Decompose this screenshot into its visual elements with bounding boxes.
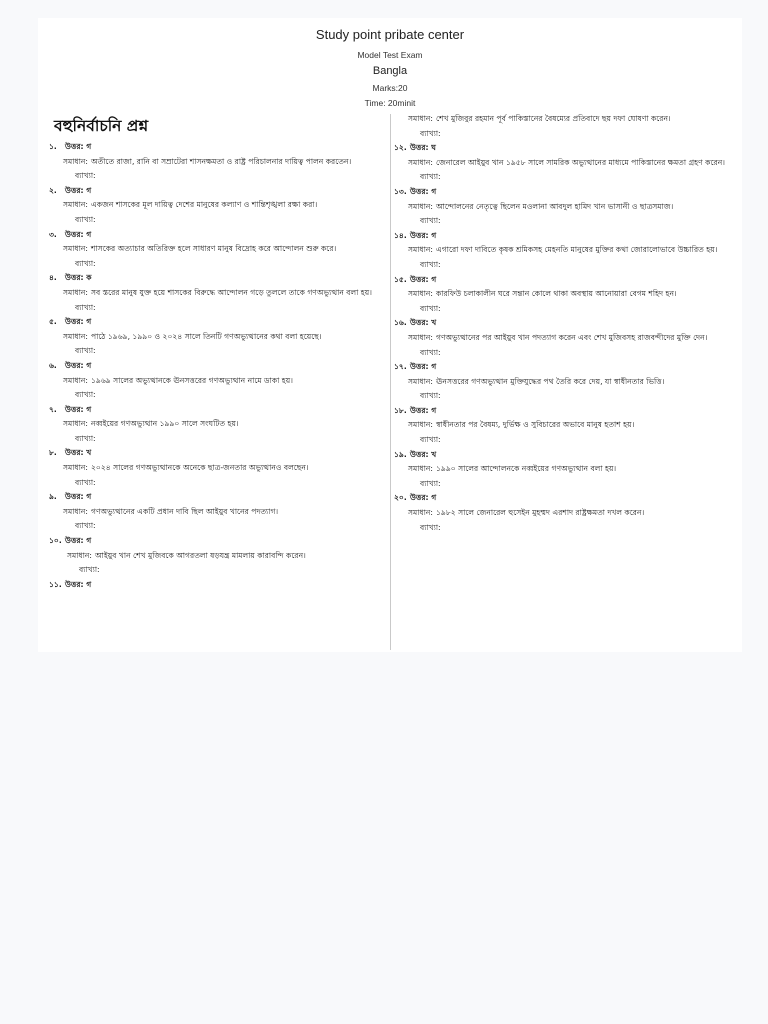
answer-item [394, 229, 738, 273]
answer-label: উত্তর: [410, 449, 429, 459]
question-number: ২. [49, 185, 57, 195]
answer-label: উত্তর: [65, 273, 84, 283]
answer-row [394, 141, 738, 156]
answer-option: ঘ [431, 143, 436, 153]
answer-row [394, 360, 738, 375]
question-number: ৭. [49, 404, 57, 414]
question-number: ১৯. [394, 449, 407, 459]
solution-label: সমাধান: [408, 420, 433, 430]
answer-option: গ [431, 230, 437, 240]
solution-text: নব্বইয়ের গণঅভ্যুত্থান ১৯৯০ সালে সংঘটিত হয়। [90, 419, 239, 429]
answer-item [394, 316, 738, 360]
solution-text: ১৯৮২ সালে জেনারেল হুসেইন মুহম্মদ এরশাদ রাষ্ট্রক্ষমতা দখল করেন। [435, 508, 645, 518]
solution-row [49, 155, 385, 170]
answer-option: গ [86, 360, 92, 370]
answer-item [49, 315, 385, 359]
solution-text: এগারো দফা দাবিতে কৃষক শ্রমিকসহ মেহনতি মানুষের মুক্তির কথা জোরালোভাবে উচ্চারিত হয়। [435, 245, 718, 255]
solution-row [394, 112, 738, 127]
answer-row [394, 273, 738, 288]
explanation-label: ব্যাখ্যা: [420, 216, 441, 226]
solution-row [394, 200, 738, 215]
explanation-label: ব্যাখ্যা: [420, 303, 441, 313]
explanation-label: ব্যাখ্যা: [420, 259, 441, 269]
answer-item [394, 491, 738, 535]
solution-label: সমাধান: [63, 463, 88, 473]
solution-label: সমাধান: [63, 331, 88, 341]
solution-text: শেখ মুজিবুর রহমান পূর্ব পাকিস্তানের বৈষম্যের প্রতিবাদে ছয় দফা ঘোষণা করেন। [435, 114, 671, 123]
solution-row [49, 374, 385, 389]
answer-option: গ [86, 492, 92, 502]
explanation-label: ব্যাখ্যা: [420, 128, 441, 138]
solution-text: অতীতে রাজা, রানি বা সম্রাটেরা শাসনক্ষমতা ও রাষ্ট্র পরিচালনার দায়িত্ব পালন করতেন। [90, 156, 352, 166]
solution-row [394, 331, 738, 346]
answer-option: গ [86, 317, 92, 327]
answer-item [49, 271, 385, 315]
solution-label: সমাধান: [408, 157, 433, 167]
answer-item [49, 228, 385, 272]
answer-item [394, 273, 738, 317]
answer-row [49, 490, 385, 505]
solution-text: ১৯৯০ সালের আন্দোলনকে নব্বইয়ের গণঅভ্যুত্থান বলা হয়। [435, 464, 617, 474]
question-number: ১. [49, 142, 57, 151]
solution-label: সমাধান: [408, 464, 433, 474]
marks-text: Marks:20 [372, 83, 408, 93]
answer-label: উত্তর: [410, 143, 429, 153]
document-page [38, 18, 742, 652]
solution-text: গণঅভ্যুত্থানের একটি প্রধান দাবি ছিল আইয়ুব খানের পদত্যাগ। [90, 506, 279, 516]
solution-label: সমাধান: [63, 506, 88, 516]
answer-item [394, 404, 738, 448]
solution-text: পাঠে ১৯৬৯, ১৯৯০ ও ২০২৪ সালে তিনটি গণঅভ্যুত্থানের কথা বলা হয়েছে। [90, 331, 322, 341]
solution-label: সমাধান: [408, 508, 433, 518]
answer-row [49, 359, 385, 374]
question-number: ১৬. [394, 318, 407, 328]
answer-row [394, 491, 738, 506]
question-number: ১৩. [394, 186, 407, 196]
solution-text: ২০২৪ সালের গণঅভ্যুত্থানকে অনেকে ছাত্র-জনতার অভ্যুত্থানও বলছেন। [90, 463, 309, 473]
question-number: ১৮. [394, 405, 407, 415]
answer-label: উত্তর: [65, 185, 84, 195]
answer-option: গ [431, 405, 437, 415]
subject-name: Bangla [372, 65, 408, 77]
answer-item [49, 578, 385, 593]
solution-row [394, 462, 738, 477]
answer-option: গ [431, 186, 437, 196]
answer-label: উত্তর: [65, 536, 84, 546]
right-answer-list [394, 141, 738, 535]
solution-label: সমাধান: [63, 375, 88, 385]
question-number: ৩. [49, 229, 57, 239]
answer-label: উত্তর: [65, 142, 84, 151]
solution-text: সব স্তরের মানুষ যুক্ত হয়ে শাসকের বিরুদ্ধে আন্দোলন গড়ে তুললে তাকে গণঅভ্যুত্থান বলা হয়। [90, 287, 372, 297]
answer-label: উত্তর: [410, 274, 429, 284]
answer-label: উত্তর: [65, 229, 84, 239]
answer-label: উত্তর: [410, 230, 429, 240]
answer-row [49, 228, 385, 243]
explanation-label: ব্যাখ্যা: [75, 346, 96, 356]
solution-row [394, 418, 738, 433]
question-number: ১০. [49, 536, 62, 546]
center-name: Study point pribate center [315, 27, 465, 42]
answer-option: গ [86, 185, 92, 195]
solution-text: স্বাধীনতার পর বৈষম্য, দুর্ভিক্ষ ও সুবিচারের অভাবে মানুষ হতাশ হয়। [435, 420, 635, 430]
answer-row [49, 446, 385, 461]
answer-option: গ [431, 493, 437, 503]
answer-row [49, 578, 385, 593]
solution-text: ১৯৬৯ সালের অভ্যুত্থানকে ঊনসত্তরের গণঅভ্যুত্থান নামে ডাকা হয়। [90, 375, 293, 385]
time-text: Time: 20minit [364, 98, 416, 108]
answer-item [394, 185, 738, 229]
solution-row [394, 375, 738, 390]
answer-item [394, 448, 738, 492]
answer-row [394, 185, 738, 200]
answer-option: গ [86, 579, 92, 589]
question-number: ১২. [394, 143, 407, 153]
solution-row [49, 242, 385, 257]
left-column [49, 114, 385, 592]
answer-item [49, 403, 385, 447]
answer-item [49, 534, 385, 578]
explanation-label: ব্যাখ্যা: [75, 433, 96, 443]
solution-text: একজন শাসকের মূল দায়িত্ব দেশের মানুষের কল্যাণ ও শান্তিশৃঙ্খলা রক্ষা করা। [90, 200, 318, 210]
question-number: ২০. [394, 493, 407, 503]
solution-label: সমাধান: [63, 287, 88, 297]
solution-row [394, 156, 738, 171]
question-number: ১৭. [394, 362, 407, 372]
solution-text: আইয়ুব খান শেখ মুজিবকে আগরতলা ষড়যন্ত্র মামলায় কারাবন্দি করেন। [94, 550, 306, 560]
exam-name: Model Test Exam [357, 50, 423, 60]
explanation-label: ব্যাখ্যা: [75, 521, 96, 531]
answer-option: গ [86, 142, 92, 151]
answer-row [49, 271, 385, 286]
question-number: ১৫. [394, 274, 407, 284]
solution-text: কারফিউ চলাকালীন ঘরে সন্তান কোলে থাকা অবস্থায় আনোয়ারা বেগম শহিদ হন। [435, 289, 677, 299]
answer-row [49, 315, 385, 330]
explanation-label: ব্যাখ্যা: [420, 435, 441, 445]
question-number: ৫. [49, 317, 57, 327]
answer-label: উত্তর: [65, 360, 84, 370]
answer-row [49, 534, 385, 549]
answer-label: উত্তর: [410, 362, 429, 372]
question-number: ৪. [49, 273, 57, 283]
solution-label: সমাধান: [408, 332, 433, 342]
explanation-label: ব্যাখ্যা: [75, 214, 96, 224]
explanation-label: ব্যাখ্যা: [75, 477, 96, 487]
answer-row [394, 448, 738, 463]
answer-item [49, 446, 385, 490]
right-column [394, 112, 738, 535]
answer-row [394, 229, 738, 244]
answer-option: গ [431, 274, 437, 284]
answer-item [49, 184, 385, 228]
answer-label: উত্তর: [65, 317, 84, 327]
answer-item [49, 359, 385, 403]
answer-option: ক [86, 273, 92, 283]
solution-text: আন্দোলনের নেতৃত্বে ছিলেন মওলানা আবদুল হামিদ খান ভাসানী ও ছাত্রসমাজ। [435, 201, 674, 211]
solution-row [394, 287, 738, 302]
explanation-label: ব্যাখ্যা: [420, 347, 441, 357]
explanation-label: ব্যাখ্যা: [420, 391, 441, 401]
section-title: বহুনির্বাচনি প্রশ্ন [54, 116, 149, 135]
answer-item-continued [394, 112, 738, 141]
solution-row [394, 243, 738, 258]
solution-label: সমাধান: [408, 245, 433, 255]
answer-row [49, 140, 385, 155]
solution-text: গণঅভ্যুত্থানের পর আইয়ুব খান পদত্যাগ করেন এবং শেখ মুজিবসহ রাজবন্দীদের মুক্তি দেন। [435, 332, 708, 342]
answer-option: খ [431, 318, 437, 328]
solution-row [49, 505, 385, 520]
answer-row [394, 404, 738, 419]
question-number: ১৪. [394, 230, 407, 240]
answer-item [49, 140, 385, 184]
answer-item [394, 141, 738, 185]
answer-option: গ [86, 536, 92, 546]
answer-option: গ [86, 404, 92, 414]
explanation-label: ব্যাখ্যা: [75, 390, 96, 400]
solution-label: সমাধান: [67, 550, 92, 560]
answer-item [49, 490, 385, 534]
question-number: ৯. [49, 492, 57, 502]
solution-row [49, 549, 385, 564]
answer-label: উত্তর: [65, 492, 84, 502]
solution-label: সমাধান: [63, 244, 88, 254]
solution-row [49, 198, 385, 213]
solution-label: সমাধান: [408, 201, 433, 211]
explanation-label: ব্যাখ্যা: [420, 172, 441, 182]
solution-row [49, 461, 385, 476]
answer-label: উত্তর: [410, 186, 429, 196]
question-number: ৬. [49, 360, 57, 370]
answer-label: উত্তর: [65, 579, 84, 589]
answer-label: উত্তর: [65, 404, 84, 414]
answer-option: খ [86, 448, 92, 458]
question-number: ৮. [49, 448, 57, 458]
question-number: ১১. [49, 579, 62, 589]
answer-option: গ [86, 229, 92, 239]
explanation-label: ব্যাখ্যা: [420, 478, 441, 488]
answer-option: খ [431, 449, 437, 459]
solution-row [49, 286, 385, 301]
solution-row [394, 506, 738, 521]
left-answer-list [49, 140, 385, 592]
answer-row [394, 316, 738, 331]
answer-label: উত্তর: [410, 318, 429, 328]
answer-row [49, 403, 385, 418]
column-divider [390, 114, 391, 650]
solution-label: সমাধান: [408, 114, 433, 123]
solution-label: সমাধান: [63, 200, 88, 210]
solution-label: সমাধান: [63, 156, 88, 166]
explanation-label: ব্যাখ্যা: [79, 565, 100, 575]
answer-row [49, 184, 385, 199]
answer-label: উত্তর: [410, 405, 429, 415]
explanation-label: ব্যাখ্যা: [75, 258, 96, 268]
explanation-label: ব্যাখ্যা: [75, 302, 96, 312]
solution-row [49, 330, 385, 345]
answer-option: গ [431, 362, 437, 372]
solution-text: শাসকের অত্যাচার অতিরিক্ত হলে সাধারণ মানুষ বিদ্রোহ করে আন্দোলন শুরু করে। [90, 244, 337, 254]
answer-item [394, 360, 738, 404]
answer-label: উত্তর: [410, 493, 429, 503]
solution-label: সমাধান: [408, 289, 433, 299]
solution-text: জেনারেল আইয়ুব খান ১৯৫৮ সালে সামরিক অভ্যুত্থানের মাধ্যমে পাকিস্তানের ক্ষমতা গ্রহণ করেন। [435, 157, 725, 167]
explanation-label: ব্যাখ্যা: [420, 522, 441, 532]
solution-label: সমাধান: [408, 376, 433, 386]
solution-row [49, 417, 385, 432]
solution-text: ঊনসত্তরের গণঅভ্যুত্থান মুক্তিযুদ্ধের পথ তৈরি করে দেয়, যা স্বাধীনতার ভিত্তি। [435, 376, 665, 386]
answer-label: উত্তর: [65, 448, 84, 458]
explanation-label: ব্যাখ্যা: [75, 171, 96, 181]
solution-label: সমাধান: [63, 419, 88, 429]
